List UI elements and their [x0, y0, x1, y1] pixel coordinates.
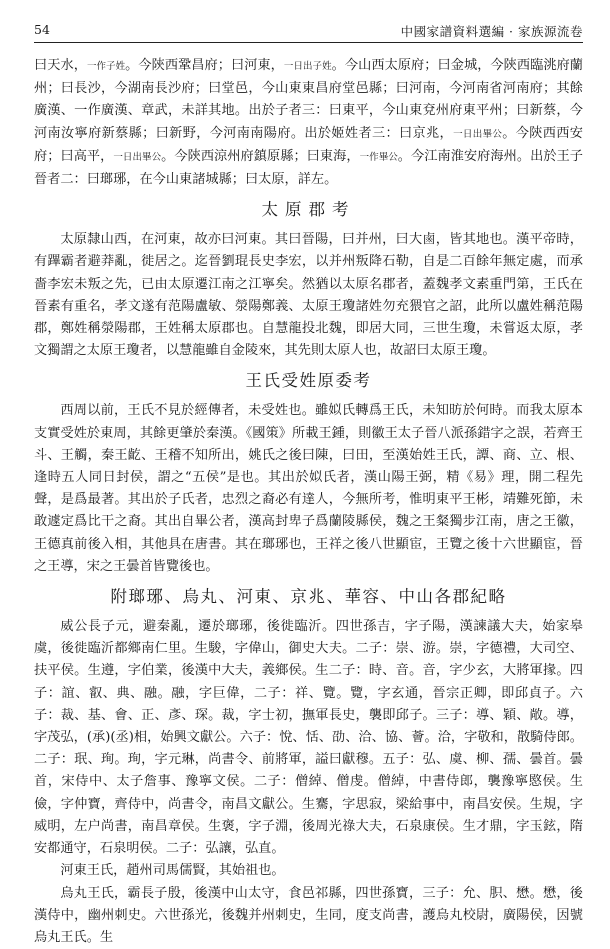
main-content: [34, 55, 583, 949]
interlinear-note: 一日出畢公: [453, 129, 502, 140]
interlinear-note: 一日出畢公: [113, 152, 161, 163]
text-segment: 。今山西太原府；曰金城，今陝西臨洮府蘭州；曰長沙，今湖南長沙府；曰堂邑，今山東東昌府堂邑縣；曰河南，今河南省河南府；其餘廣漢、一作廣漢、章武，未詳其地。出於子者三：曰東平，今山東兗州府東平州；曰新蔡，今河南汝寧府新蔡縣；曰新野，今河南南陽府。出於姬姓者三：曰京兆，: [34, 58, 583, 141]
paragraph-surname-origin: 西周以前，王氏不見於經傳者，未受姓也。雖姒氏轉爲王氏，未知昉於何時。而我太原本支實受姓於東周，其餘更肇於秦漢。《國策》所載王鍾，則徽王太子晉八派孫錯字之誤，若齊王斗、王觸，秦王齕、王稽不知所出，姚氏之後曰陳，曰田，至漢始姓王氏，譚、商、立、根、逢時五人同日封侯，謂之“五侯”是也。其出於姒氏者，漢山陽王弼，精《易》理，開二程先聲，是爲最著。其出於子氏者，忠烈之裔必有達人，今無所考，惟明東平王彬，靖難死節，未敢遽定爲比干之裔。其出自畢公者，漢高封卑子爲蘭陵縣侯，魏之王粲獨步江南，唐之王徽，王德真前後入相，其他具在唐書。其在瑯琊也，王祥之後八世顯宦，王覽之後十六世顯宦，晉之王導，宋之王曇首皆覽後也。: [34, 400, 583, 578]
section-heading-surname-origin: 王氏受姓原委考: [34, 369, 583, 393]
paragraph-wuwan: 烏丸王氏，霸長子殷，後漢中山太守，食邑祁縣，四世孫寶，三子：允、胑、懋。懋，後漢侍中，幽州刺史。六世孫光，後魏并州刺史，生同，度支尚書，護烏丸校尉，廣陽侯，因號烏丸王氏。生: [34, 883, 583, 949]
page-header: [34, 20, 583, 42]
paragraph-hedong: 河東王氏，趙州司馬儒賢，其始祖也。: [34, 860, 583, 882]
interlinear-note: 一日出子姓: [284, 61, 332, 72]
interlinear-note: 一作畢公: [360, 152, 398, 163]
interlinear-note: 一作子姓: [87, 61, 125, 72]
text-segment: 。今陝西涼州府鎮原縣；曰東海，: [161, 149, 359, 164]
running-title: 中國家譜資料選編 · 家族源流卷: [401, 22, 583, 40]
text-segment: 曰天水，: [34, 58, 87, 73]
section-heading-commanderies: 附瑯琊、烏丸、河東、京兆、華容、中山各郡紀略: [34, 585, 583, 609]
page-number: 54: [34, 22, 50, 37]
text-segment: 。今陝西鞏昌府；曰河東，: [125, 58, 284, 73]
paragraph-taiyuan: 太原隸山西，在河東，故亦曰河東。其曰晉陽，曰并州，曰大鹵，皆其地也。漢平帝時，有蹕霸者避莽亂，徙居之。迄晉劉琨長史李宏，以并州叛降石勒，自是二百餘年無定處，而承嗇李宏未叛之先，已由太原遷江南之江寧矣。然猶以太原名郡者，蓋魏孝文素重門第，王氏在晉素有重名，孝文遂有范陽盧敏、滎陽鄭義、太原王瓊諸姓勿充猥官之詔，此所以盧姓稱范陽郡，鄭姓稱滎陽郡，王姓稱太原郡也。自慧龍投北魏，即居大同，三世生瓊，未嘗返太原，孝文獨謂之太原王瓊者，以慧龍雖自金陵來，其先則太原人也，故詔曰太原王瓊。: [34, 229, 583, 362]
section-heading-taiyuan: 太原郡考: [34, 198, 583, 222]
text-segment: 。今陝西西安府；曰高平，: [34, 126, 583, 164]
text-segment: 。今江南淮安府海州。出於王子晉者二：曰瑯琊，在今山東諸城縣；曰太原，詳左。: [34, 149, 583, 187]
intro-paragraph: [34, 55, 583, 191]
header-rule: [34, 42, 583, 43]
paragraph-langya: 威公長子元，避秦亂，遷於瑯琊，後徙臨沂。四世孫吉，字子陽，漢諫議大夫，始家皋虞，後徙臨沂都鄉南仁里。生駿，字偉山，御史大夫。二子：崇、游。崇，字德禮，大司空、扶平侯。生遵，字伯業，後漢中大夫，義鄉侯。生二子：時、音。音，字少玄，大將軍掾。四子：誼、叡、典、融。融，字巨偉，二子：祥、覽。覽，字玄通，晉宗正卿，即邱貞子。六子：裁、基、會、正、彥、琛。裁，字士初，撫軍長史，襲即邱子。三子：導、穎、敞。導，字茂弘，(承)(丞)相，始興文獻公。六子：悅、恬、劭、洽、協、薈。洽，字敬和，散騎侍郎。二子：珉、珣。珣，字元琳，尚書令、前將軍，謚曰獻穆。五子：弘、虞、柳、孺、曇首。曇首，宋侍中、太子詹事、豫寧文侯。二子：僧綽、僧虔。僧綽，中書侍郎，襲豫寧愍侯。生儉，字仲寶，齊侍中，尚書令，南昌文獻公。生騫，字思寂，梁給事中，南昌安侯。生規，字威明，左户尚書，南昌章侯。生褒，字子淵，後周光祿大夫，石泉康侯。生才鼎，字玉鉉，隋安都通守，石泉明侯。二子：弘讓，弘直。: [34, 616, 583, 860]
